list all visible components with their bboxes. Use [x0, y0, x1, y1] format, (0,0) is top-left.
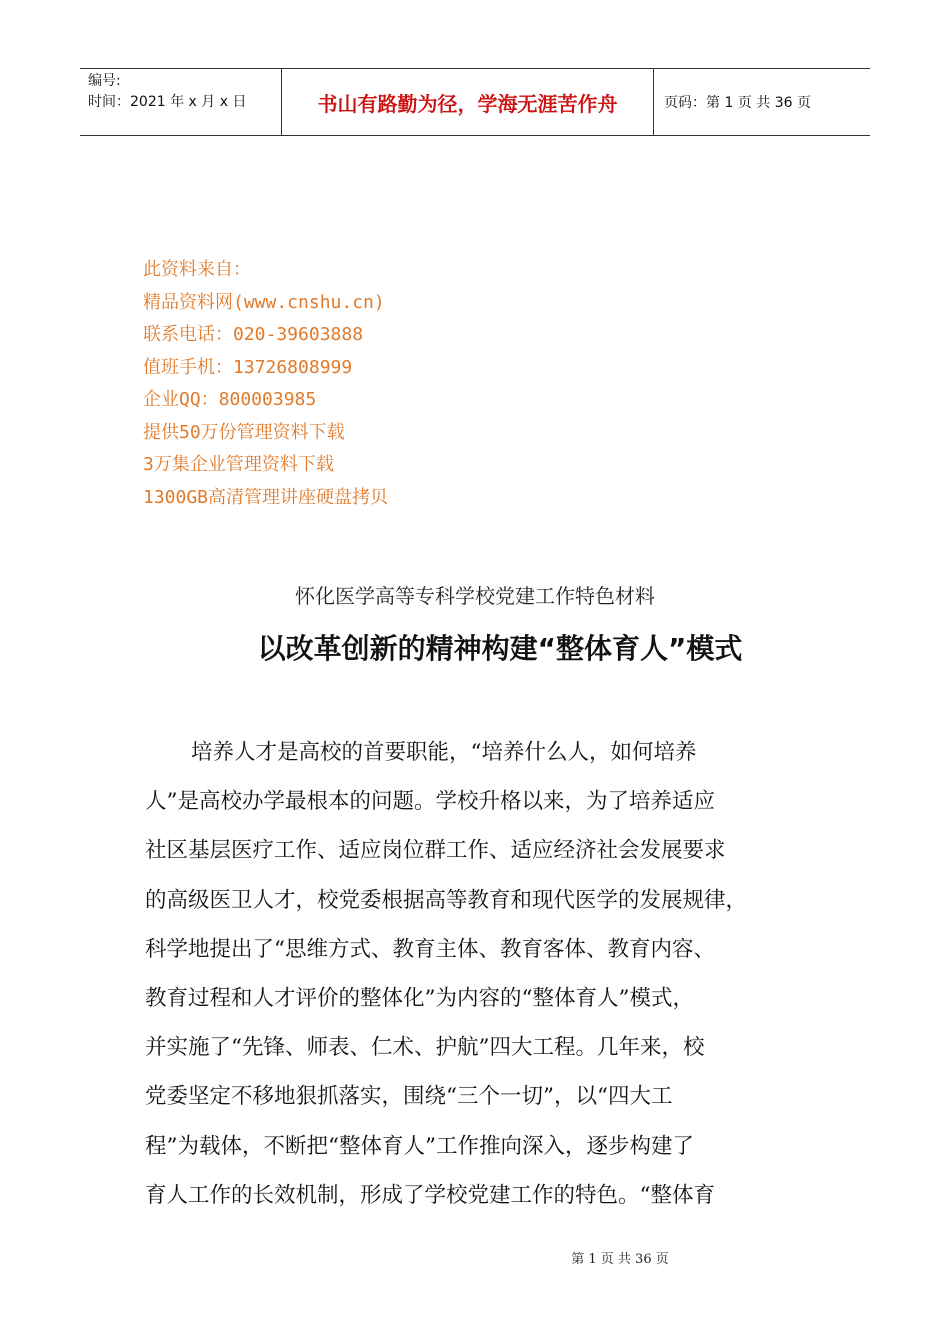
- body-line: 教育过程和人才评价的整体化”为内容的“整体育人”模式，: [145, 986, 694, 1012]
- body-line: 人”是高校办学最根本的问题。学校升格以来，为了培养适应: [145, 789, 715, 815]
- body-paragraph: [145, 728, 805, 1220]
- document-title: 以改革创新的精神构建“整体育人”模式: [257, 632, 743, 665]
- page-header: [80, 68, 870, 136]
- body-line: 的高级医卫人才，校党委根据高等教育和现代医学的发展规律，: [145, 887, 748, 913]
- body-line: 党委坚定不移地狠抓落实，围绕“三个一切”，以“四大工: [145, 1084, 673, 1110]
- source-line: 1300GB高清管理讲座硬盘拷贝: [143, 486, 389, 508]
- body-line: 程”为载体，不断把“整体育人”工作推向深入，逐步构建了: [145, 1133, 694, 1159]
- header-meta-cell: [80, 69, 282, 135]
- body-line: 并实施了“先锋、师表、仁术、护航”四大工程。几年来，校: [145, 1035, 705, 1061]
- page-footer: 第 1 页 共 36 页: [571, 1252, 669, 1267]
- body-line: 科学地提出了“思维方式、教育主体、教育客体、教育内容、: [145, 936, 715, 962]
- source-line: 此资料来自：: [143, 259, 251, 280]
- source-line-qq: 企业QQ：800003985: [143, 389, 317, 410]
- body-line: 育人工作的长效机制，形成了学校党建工作的特色。“整体育: [145, 1182, 715, 1208]
- source-line-phone: 联系电话：020-39603888: [143, 324, 364, 345]
- source-line-website: 精品资料网(www.cnshu.cn): [143, 291, 385, 313]
- source-line-mobile: 值班手机：13726808999: [143, 356, 353, 378]
- source-line: 3万集企业管理资料下载: [143, 454, 334, 475]
- body-line: 社区基层医疗工作、适应岗位群工作、适应经济社会发展要求: [145, 838, 726, 864]
- header-page-info: 页码：第 1 页 共 36 页: [664, 95, 811, 111]
- body-line: 培养人才是高校的首要职能，“培养什么人，如何培养: [191, 740, 697, 765]
- date-label: 时间：2021 年 x 月 x 日: [88, 94, 247, 110]
- source-line: 提供50万份管理资料下载: [143, 421, 345, 443]
- source-info-block: [143, 254, 388, 514]
- document-subtitle: 怀化医学高等专科学校党建工作特色材料: [295, 584, 655, 608]
- number-label: 编号:: [88, 73, 121, 89]
- header-motto: 书山有路勤为径，学海无涯苦作舟: [282, 69, 654, 135]
